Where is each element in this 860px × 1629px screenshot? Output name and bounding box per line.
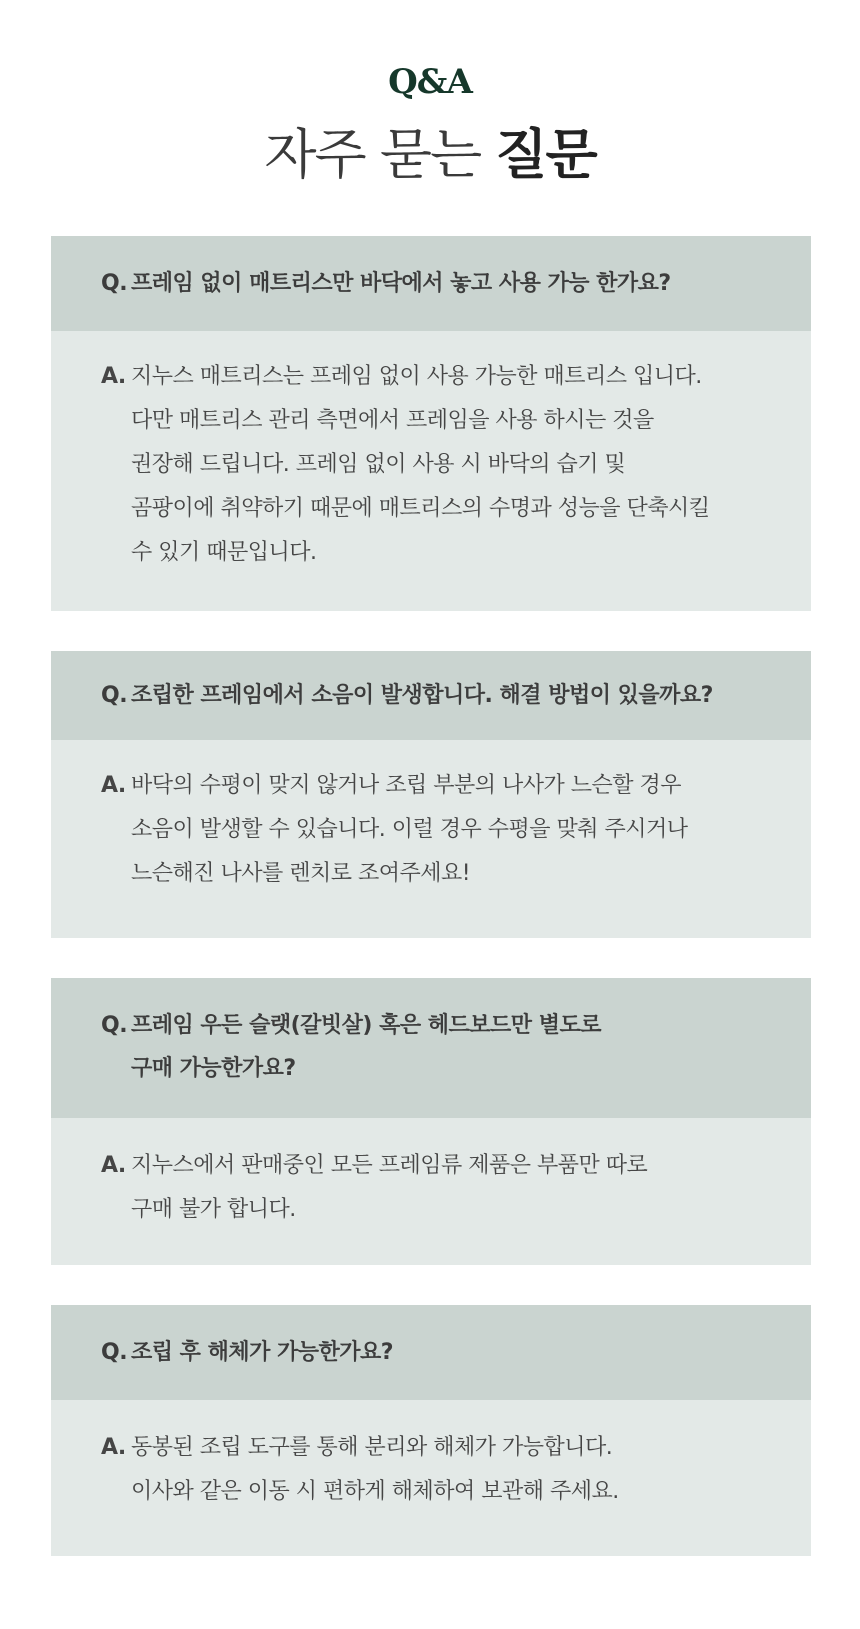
question-text: 구매 가능한가요? (131, 1056, 296, 1081)
answer-line: 권장해 드립니다. 프레임 없이 사용 시 바닥의 습기 및 (131, 452, 626, 477)
question-prefix: Q. (101, 1013, 128, 1038)
faq-list (51, 236, 811, 1596)
question-text: 조립 후 해체가 가능한가요? (131, 1340, 394, 1365)
answer-line: 소음이 발생할 수 있습니다. 이럴 경우 수평을 맞춰 주시거나 (131, 817, 688, 842)
answer-line: 곰팡이에 취약하기 때문에 매트리스의 수명과 성능을 단축시킬 (131, 496, 710, 521)
faq-item (51, 1305, 811, 1556)
page-title-strong: 질문 (495, 123, 596, 186)
faq-item (51, 236, 811, 611)
page-title-light: 자주 묻는 (264, 123, 496, 186)
answer-prefix: A. (101, 1435, 126, 1460)
faq-answer (51, 740, 811, 938)
answer-line: 동봉된 조립 도구를 통해 분리와 해체가 가능합니다. (131, 1435, 613, 1460)
page-title (0, 124, 860, 186)
answer-line: 지누스 매트리스는 프레임 없이 사용 가능한 매트리스 입니다. (131, 364, 702, 389)
question-text: 조립한 프레임에서 소음이 발생합니다. 해결 방법이 있을까요? (131, 683, 713, 708)
question-prefix: Q. (101, 683, 128, 708)
question-prefix: Q. (101, 1340, 128, 1365)
faq-question[interactable] (51, 1305, 811, 1400)
faq-question[interactable] (51, 236, 811, 331)
answer-line: 바닥의 수평이 맞지 않거나 조립 부분의 나사가 느슨할 경우 (131, 773, 681, 798)
faq-question[interactable] (51, 651, 811, 740)
answer-line: 지누스에서 판매중인 모든 프레임류 제품은 부품만 따로 (131, 1153, 648, 1178)
faq-question[interactable] (51, 978, 811, 1118)
answer-prefix: A. (101, 773, 126, 798)
answer-line: 수 있기 때문입니다. (131, 540, 317, 565)
faq-header (0, 62, 860, 186)
answer-line: 이사와 같은 이동 시 편하게 해체하여 보관해 주세요. (131, 1479, 619, 1504)
answer-prefix: A. (101, 1153, 126, 1178)
answer-prefix: A. (101, 364, 126, 389)
faq-item (51, 651, 811, 938)
question-text: 프레임 우든 슬랫(갈빗살) 혹은 헤드보드만 별도로 (131, 1013, 601, 1038)
answer-line: 구매 불가 합니다. (131, 1197, 296, 1222)
question-text: 프레임 없이 매트리스만 바닥에서 놓고 사용 가능 한가요? (131, 271, 671, 296)
question-prefix: Q. (101, 271, 128, 296)
faq-answer (51, 1400, 811, 1556)
answer-line: 다만 매트리스 관리 측면에서 프레임을 사용 하시는 것을 (131, 408, 654, 433)
section-eyebrow: Q&A (388, 62, 472, 102)
faq-answer (51, 331, 811, 611)
answer-line: 느슨해진 나사를 렌치로 조여주세요! (131, 861, 471, 886)
faq-item (51, 978, 811, 1265)
faq-answer (51, 1118, 811, 1265)
